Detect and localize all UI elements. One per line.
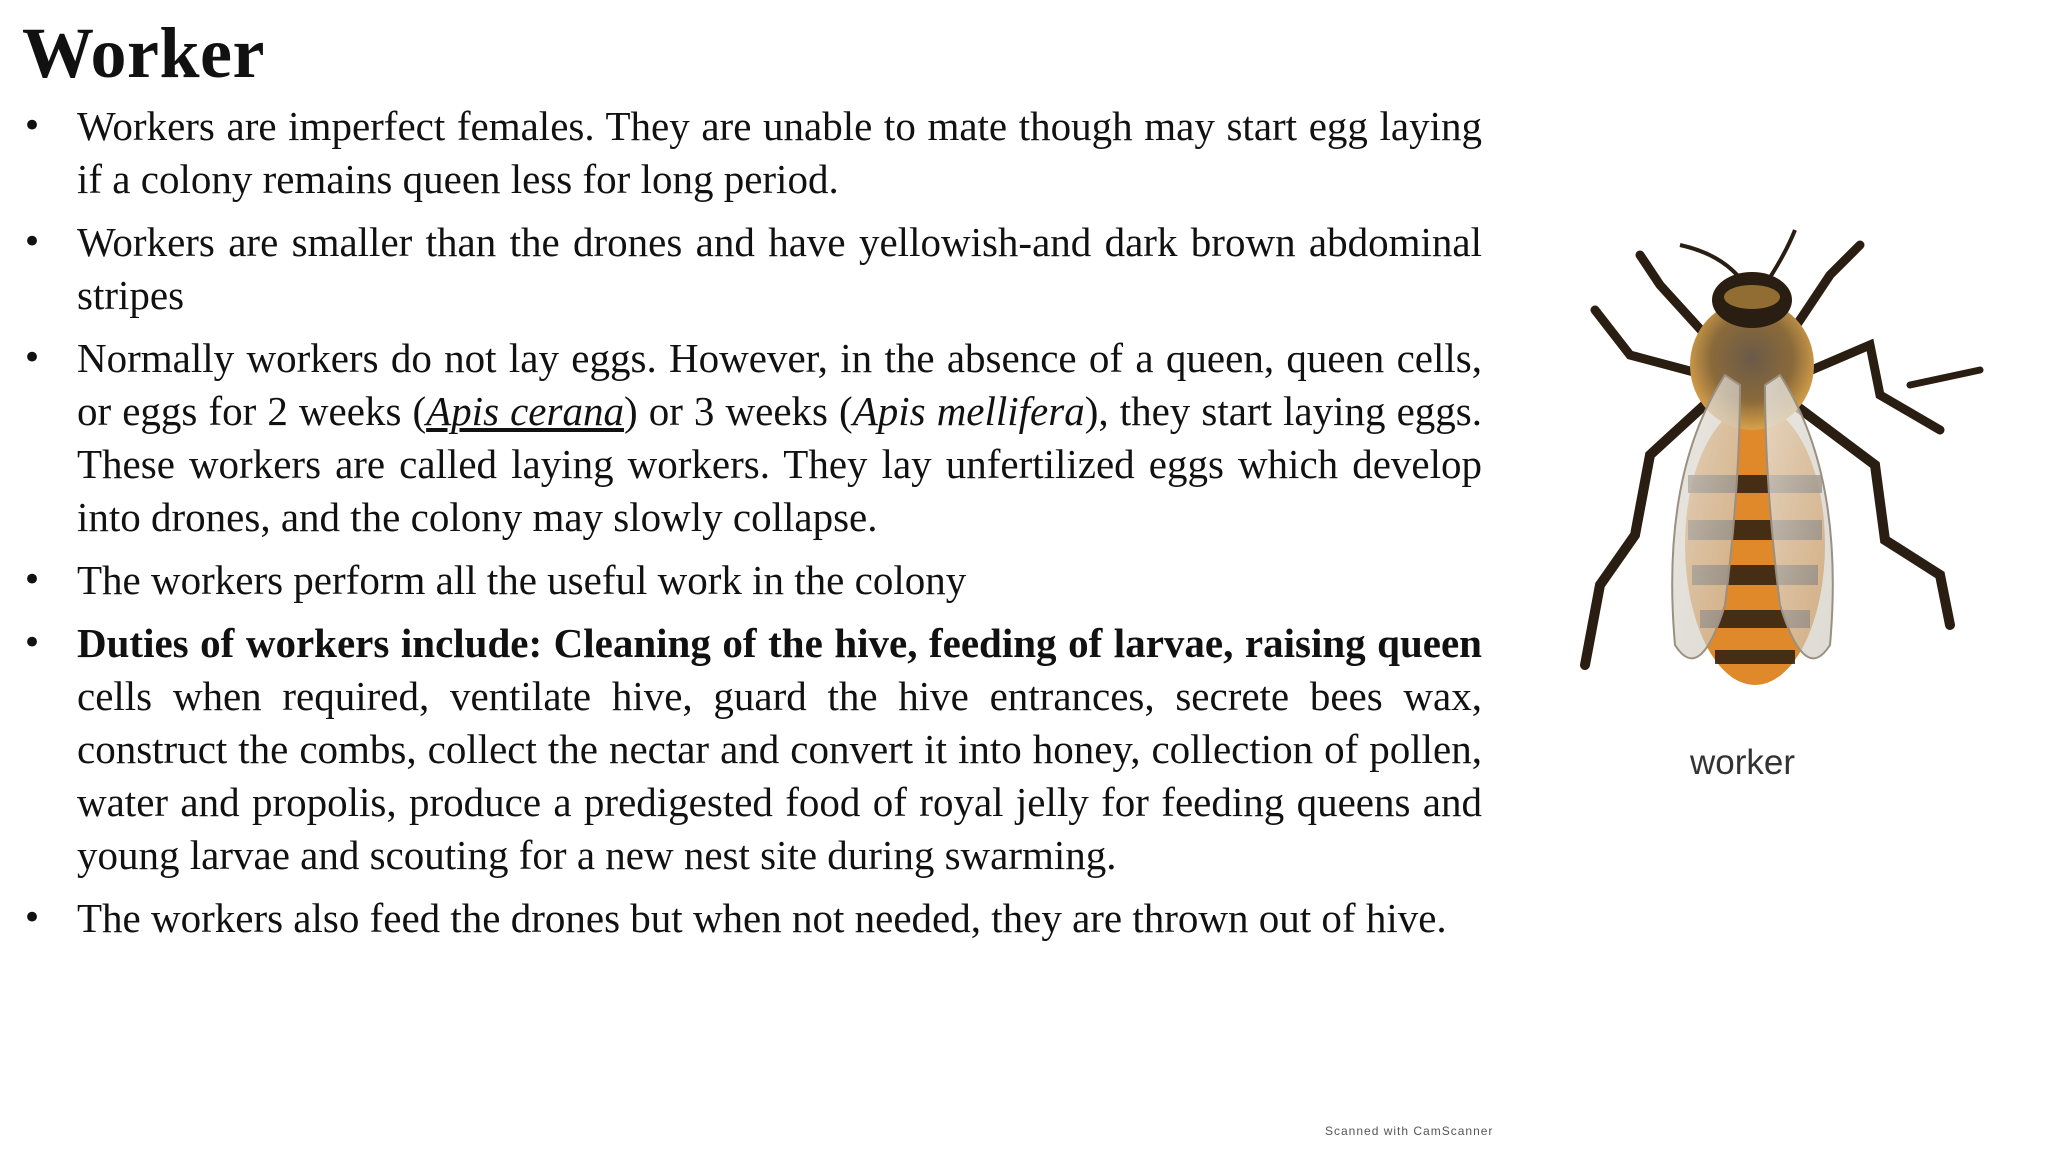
bullet-item-1 [22, 100, 1482, 206]
bullet-marker: • [22, 106, 43, 146]
bullet-item-4 [22, 554, 1482, 607]
bullet-text: The workers perform all the useful work in the colony [77, 557, 967, 603]
bullet-item-2 [22, 216, 1482, 322]
bullet-text: The workers also feed the drones but when not needed, they are thrown out of hive. [77, 895, 1447, 941]
bullet-marker: • [22, 338, 43, 378]
bullet-text-part: ) or 3 weeks ( [623, 388, 853, 434]
species-name-apis-mellifera: Apis mellifera [852, 388, 1085, 434]
bullet-marker: • [22, 623, 43, 663]
bullet-list [22, 100, 1482, 955]
bullet-item-3 [22, 332, 1482, 544]
honeybee-worker-illustration-icon [1540, 225, 1990, 735]
slide-title: Worker [22, 13, 265, 93]
scan-watermark: Scanned with CamScanner [1325, 1124, 1494, 1138]
bullet-bold-lead: Duties of workers include: Cleaning of the hive, feeding of larvae, raising queen [77, 620, 1482, 666]
bullet-marker: • [22, 222, 43, 262]
species-name-apis-cerana: Apis cerana [426, 388, 624, 434]
bullet-text: Workers are imperfect females. They are unable to mate though may start egg laying if a colony remains queen less for long period. [77, 103, 1482, 202]
bullet-item-5 [22, 617, 1482, 882]
figure-caption: worker [1689, 743, 1796, 782]
bullet-marker: • [22, 560, 43, 600]
bullet-marker: • [22, 898, 43, 938]
bullet-text-part: Normally workers do not lay eggs. However, in the absence of a queen, queen cells, or eggs for 2 weeks ( [77, 335, 1482, 434]
bullet-text-part: ), they start laying eggs. These workers are called laying workers. They lay unfertilized eggs which develop into drones, and the colony may slowly collapse. [77, 388, 1483, 540]
bullet-item-6 [22, 892, 1482, 945]
worker-bee-figure [1540, 225, 1990, 795]
bullet-text: Workers are smaller than the drones and have yellowish-and dark brown abdominal stripes [77, 219, 1482, 318]
bullet-text [77, 335, 1482, 540]
bullet-text [77, 620, 1482, 878]
bullet-text-rest: cells when required, ventilate hive, guard the hive entrances, secrete bees wax, construct the combs, collect the nectar and convert it into honey, collection of pollen, water and propolis, produce a predigested food of royal jelly for feeding queens and young larvae and scouting for a new nest site during swarming. [77, 673, 1482, 878]
